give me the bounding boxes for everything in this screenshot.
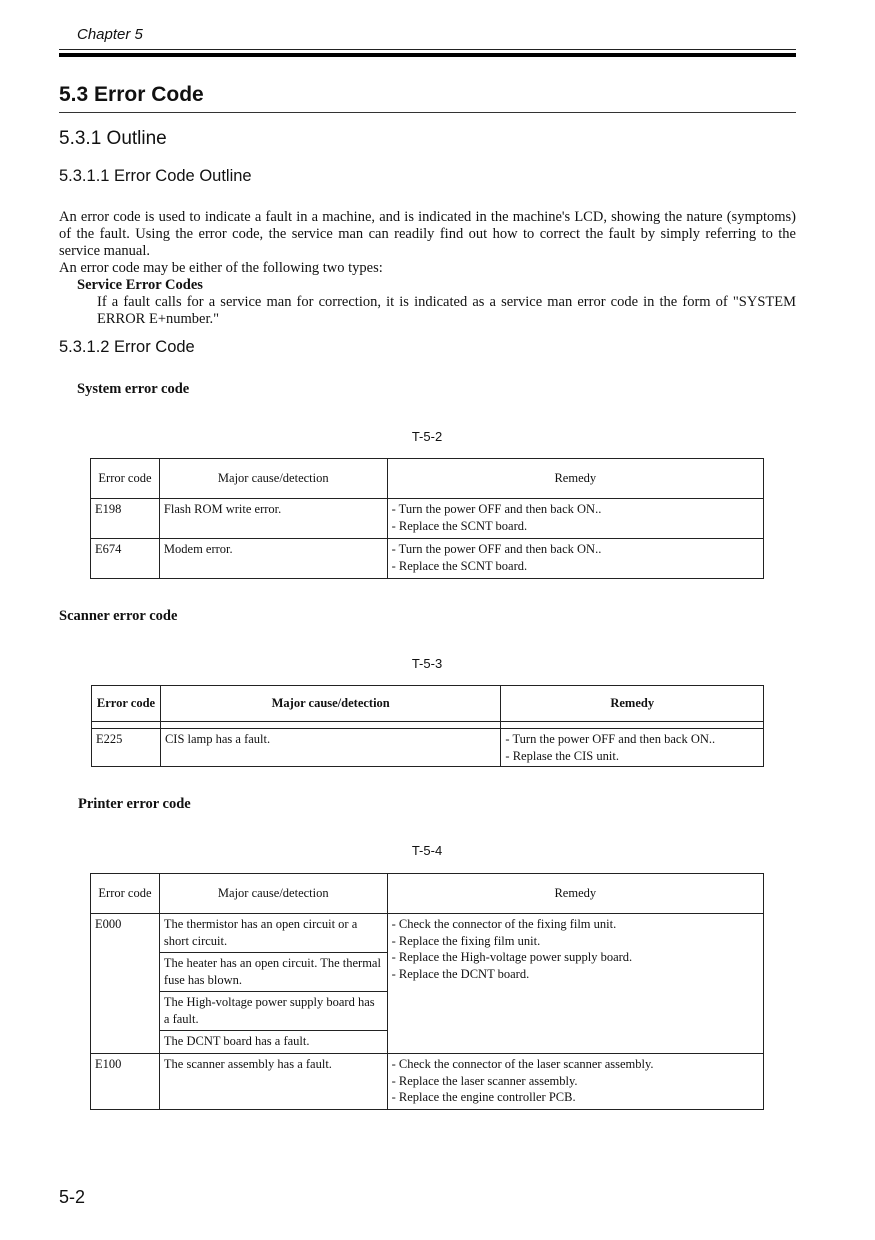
header-error-code: Error code <box>92 686 161 722</box>
remedy-line: - Replace the laser scanner assembly. <box>391 1073 578 1088</box>
header-rule-thin <box>59 49 796 50</box>
system-error-label: System error code <box>77 381 190 397</box>
cause-cell: The heater has an open circuit. The thermal fuse has blown. <box>159 953 387 992</box>
cause-cell: The High-voltage power supply board has a fault. <box>159 992 387 1031</box>
header-rule-thick <box>59 53 796 57</box>
scanner-table-caption: T-5-3 <box>411 656 443 671</box>
subsubsection-title-error-code: 5.3.1.2 Error Code <box>59 338 195 356</box>
table-row <box>91 539 764 579</box>
header-major-cause: Major cause/detection <box>159 459 387 499</box>
header-major-cause: Major cause/detection <box>160 686 500 722</box>
table-header-row <box>92 686 764 722</box>
service-error-codes-text: If a fault calls for a service man for correction, it is indicated as a service man error code in the form of "SYSTEM ERROR E+number." <box>97 294 796 327</box>
header-remedy: Remedy <box>501 686 764 722</box>
system-table-caption: T-5-2 <box>411 429 443 444</box>
error-code-cell: E674 <box>91 539 160 579</box>
remedy-cell <box>501 729 764 767</box>
header-error-code: Error code <box>91 874 160 914</box>
remedy-line: - Replase the CIS unit. <box>505 748 619 763</box>
cause-cell: The thermistor has an open circuit or a short circuit. <box>159 914 387 953</box>
outline-paragraph-1: An error code is used to indicate a fault in a machine, and is indicated in the machine's LCD, showing the nature (symptoms) of the fault. Using the error code, the service man can readily find out how to correct the fault by simply referring to the service manual. <box>59 209 796 259</box>
table-header-row <box>91 459 764 499</box>
remedy-cell <box>387 499 763 539</box>
outline-paragraph-2: An error code may be either of the following two types: <box>59 260 383 276</box>
error-code-cell: E198 <box>91 499 160 539</box>
printer-table-caption: T-5-4 <box>411 843 443 858</box>
remedy-line: - Replace the SCNT board. <box>391 518 528 533</box>
printer-error-label: Printer error code <box>78 796 191 812</box>
error-code-cell: E000 <box>91 914 160 1054</box>
outline-body <box>59 209 796 328</box>
header-major-cause: Major cause/detection <box>159 874 387 914</box>
remedy-line: - Turn the power OFF and then back ON.. <box>391 542 602 556</box>
remedy-line: - Turn the power OFF and then back ON.. <box>391 502 602 516</box>
system-error-table <box>90 458 764 579</box>
service-error-codes-heading: Service Error Codes <box>77 277 203 293</box>
page-number: 5-2 <box>59 1187 86 1207</box>
cause-cell: The DCNT board has a fault. <box>159 1031 387 1054</box>
separator-cell <box>160 722 500 729</box>
printer-error-table <box>90 873 764 1110</box>
header-remedy: Remedy <box>387 874 763 914</box>
table-row <box>91 1054 764 1110</box>
remedy-line: - Replace the engine controller PCB. <box>391 1090 576 1104</box>
header-separator-row <box>92 722 764 729</box>
separator-cell <box>501 722 764 729</box>
section-title: 5.3 Error Code <box>59 83 204 106</box>
table-header-row <box>91 874 764 914</box>
table-row <box>92 729 764 767</box>
section-title-rule <box>59 112 796 113</box>
header-error-code: Error code <box>91 459 160 499</box>
table-row <box>91 914 764 953</box>
remedy-cell <box>387 539 763 579</box>
remedy-line: - Check the connector of the fixing film unit. <box>391 917 617 931</box>
remedy-line: - Check the connector of the laser scanner assembly. <box>391 1057 654 1071</box>
remedy-line: - Turn the power OFF and then back ON.. <box>505 732 716 746</box>
cause-cell: Flash ROM write error. <box>159 499 387 539</box>
subsection-title: 5.3.1 Outline <box>59 128 167 149</box>
separator-cell <box>92 722 161 729</box>
remedy-line: - Replace the SCNT board. <box>391 558 528 573</box>
scanner-error-label: Scanner error code <box>59 608 178 624</box>
remedy-cell <box>387 1054 763 1110</box>
header-remedy: Remedy <box>387 459 763 499</box>
remedy-line: - Replace the DCNT board. <box>391 966 530 981</box>
cause-cell: Modem error. <box>159 539 387 579</box>
cause-cell: The scanner assembly has a fault. <box>159 1054 387 1110</box>
remedy-line: - Replace the High-voltage power supply board. <box>391 950 633 964</box>
cause-cell: CIS lamp has a fault. <box>160 729 500 767</box>
error-code-cell: E225 <box>92 729 161 767</box>
subsubsection-title-outline: 5.3.1.1 Error Code Outline <box>59 167 252 185</box>
scanner-error-table <box>91 685 764 767</box>
remedy-cell <box>387 914 763 1054</box>
remedy-line: - Replace the fixing film unit. <box>391 933 541 948</box>
table-row <box>91 499 764 539</box>
error-code-cell: E100 <box>91 1054 160 1110</box>
chapter-label: Chapter 5 <box>77 26 143 43</box>
